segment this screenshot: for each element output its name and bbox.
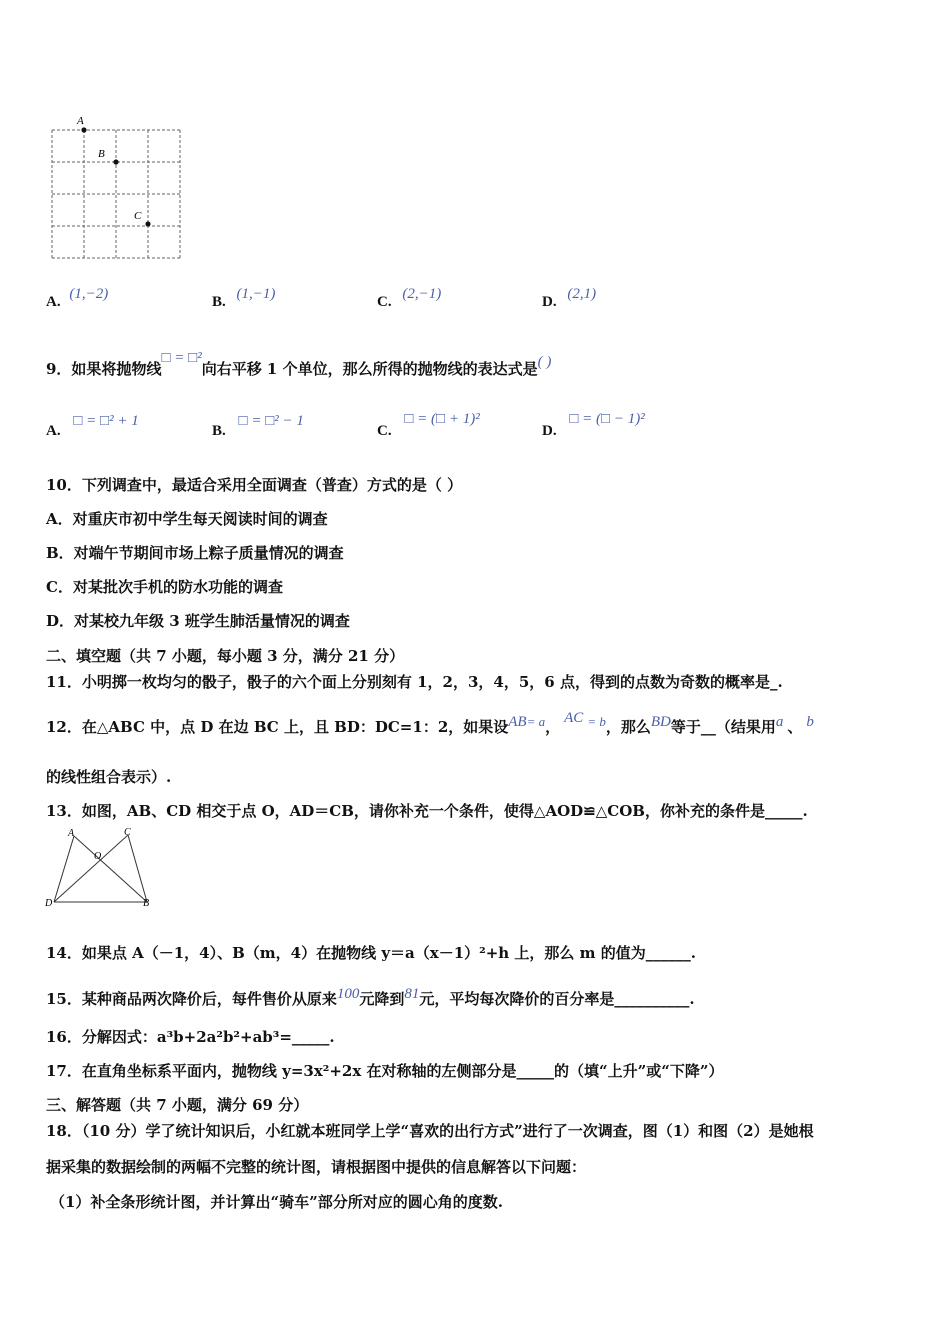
option-label: B. [212, 423, 226, 439]
q9-middle: 向右平移 1 个单位，那么所得的抛物线的表达式是 [201, 360, 538, 378]
option-value: □ = □² − 1 [238, 413, 304, 429]
q12-comma: ， [545, 718, 561, 736]
q8-grid-figure [44, 110, 189, 265]
q12-sep: 、 [787, 718, 803, 736]
q15-value-1: 100 [336, 986, 360, 1002]
option-label: B. [212, 294, 226, 310]
point-a [81, 127, 86, 132]
q12-var-a: a [775, 714, 784, 730]
q16-text: 16．分解因式：a³b+2a²b²+ab³=_____. [46, 1028, 335, 1046]
q15-part-a: 15．某种商品两次降价后，每件售价从原来 [46, 990, 337, 1008]
q12-vec-ac: AC [564, 710, 584, 726]
label-c: C [134, 210, 142, 222]
q11-text: 11．小明掷一枚均匀的骰子，骰子的六个面上分别刻有 1，2，3，4，5，6 点，得到的点数为奇数的概率是_. [46, 673, 783, 691]
option-value: □ = □² + 1 [73, 413, 139, 429]
option-value: (1,−2) [69, 286, 109, 302]
q9-option-b[interactable] [212, 413, 304, 440]
q8-option-d[interactable] [542, 286, 597, 311]
q9-option-c[interactable] [377, 411, 480, 440]
q10-option-c[interactable]: C．对某批次手机的防水功能的调查 [46, 578, 283, 596]
q9-formula: □ = □² [161, 350, 202, 366]
q12-eq-a: = a [526, 714, 546, 729]
option-label: D. [542, 423, 557, 439]
option-label: A. [46, 423, 61, 439]
q10-stem: 10．下列调查中，最适合采用全面调查（普查）方式的是（ ） [46, 476, 463, 494]
q15-part-c: 元，平均每次降价的百分率是__________. [419, 990, 695, 1008]
label-b: B [98, 148, 105, 160]
label-b: B [143, 898, 150, 909]
q12-eq-b: = b [587, 714, 606, 729]
q8-option-c[interactable] [377, 286, 442, 311]
point-c [145, 221, 150, 226]
label-a: A [68, 828, 75, 839]
q12-vec-ab: AB [508, 714, 527, 730]
option-value: (2,1) [567, 286, 597, 302]
q10-option-d[interactable]: D．对某校九年级 3 班学生肺活量情况的调查 [46, 612, 350, 630]
q9-option-d[interactable] [542, 411, 645, 440]
option-value: □ = (□ + 1)² [404, 411, 480, 427]
q8-option-b[interactable] [212, 286, 276, 311]
option-label: C. [377, 294, 392, 310]
q17-text: 17．在直角坐标系平面内，抛物线 y=3x²+2x 在对称轴的左侧部分是_____的（填“上升”或“下降”） [46, 1062, 724, 1080]
label-o: O [94, 851, 102, 862]
q13-figure [44, 826, 156, 912]
q18-line2: 据采集的数据绘制的两幅不完整的统计图，请根据图中提供的信息解答以下问题： [46, 1158, 587, 1176]
label-c: C [124, 827, 131, 838]
q9-prefix: 9．如果将抛物线 [46, 360, 162, 378]
q18-line1: 18．（10 分）学了统计知识后，小红就本班同学上学“喜欢的出行方式”进行了一次调查，图（1）和图（2）是她根 [46, 1122, 814, 1140]
option-value: (1,−1) [236, 286, 276, 302]
q12-line2: 的线性组合表示）. [46, 768, 172, 786]
q9-option-a[interactable] [46, 413, 139, 440]
point-b [113, 159, 118, 164]
section-2-heading: 二、填空题（共 7 小题，每小题 3 分，满分 21 分） [46, 647, 405, 665]
option-label: A. [46, 294, 61, 310]
option-value: □ = (□ − 1)² [569, 411, 645, 427]
label-a: A [77, 115, 84, 127]
q8-option-a[interactable] [46, 286, 109, 311]
q10-option-b[interactable]: B．对端午节期间市场上粽子质量情况的调查 [46, 544, 344, 562]
q13-text: 13．如图，AB、CD 相交于点 O，AD＝CB，请你补充一个条件，使得△AOD≌△COB，你补充的条件是_____. [46, 802, 808, 820]
q12-vec-bd: BD [650, 714, 671, 730]
q10-option-a[interactable]: A．对重庆市初中学生每天阅读时间的调查 [46, 510, 328, 528]
q18-line3: （1）补全条形统计图，并计算出“骑车”部分所对应的圆心角的度数. [50, 1193, 503, 1211]
label-d: D [45, 898, 53, 909]
q12-var-b: b [806, 714, 814, 730]
q9-stem [46, 350, 552, 379]
section-3-heading: 三、解答题（共 7 小题，满分 69 分） [46, 1096, 309, 1114]
q12-line1 [46, 710, 814, 737]
q15-value-2: 81 [404, 986, 420, 1002]
q12-part-c: 等于__（结果用 [670, 718, 776, 736]
q14-text: 14．如果点 A（－1，4）、B（m，4）在抛物线 y＝a（x－1）²+h 上，那么 m 的值为______. [46, 944, 696, 962]
option-value: (2,−1) [402, 286, 442, 302]
q15-part-b: 元降到 [359, 990, 405, 1008]
q12-part-a: 12．在△ABC 中，点 D 在边 BC 上，且 BD：DC=1：2，如果设 [46, 718, 509, 736]
option-label: C. [377, 423, 392, 439]
option-label: D. [542, 294, 557, 310]
q15-text [46, 988, 695, 1009]
q12-part-b: ，那么 [605, 718, 651, 736]
q9-paren: ( ) [537, 354, 552, 370]
